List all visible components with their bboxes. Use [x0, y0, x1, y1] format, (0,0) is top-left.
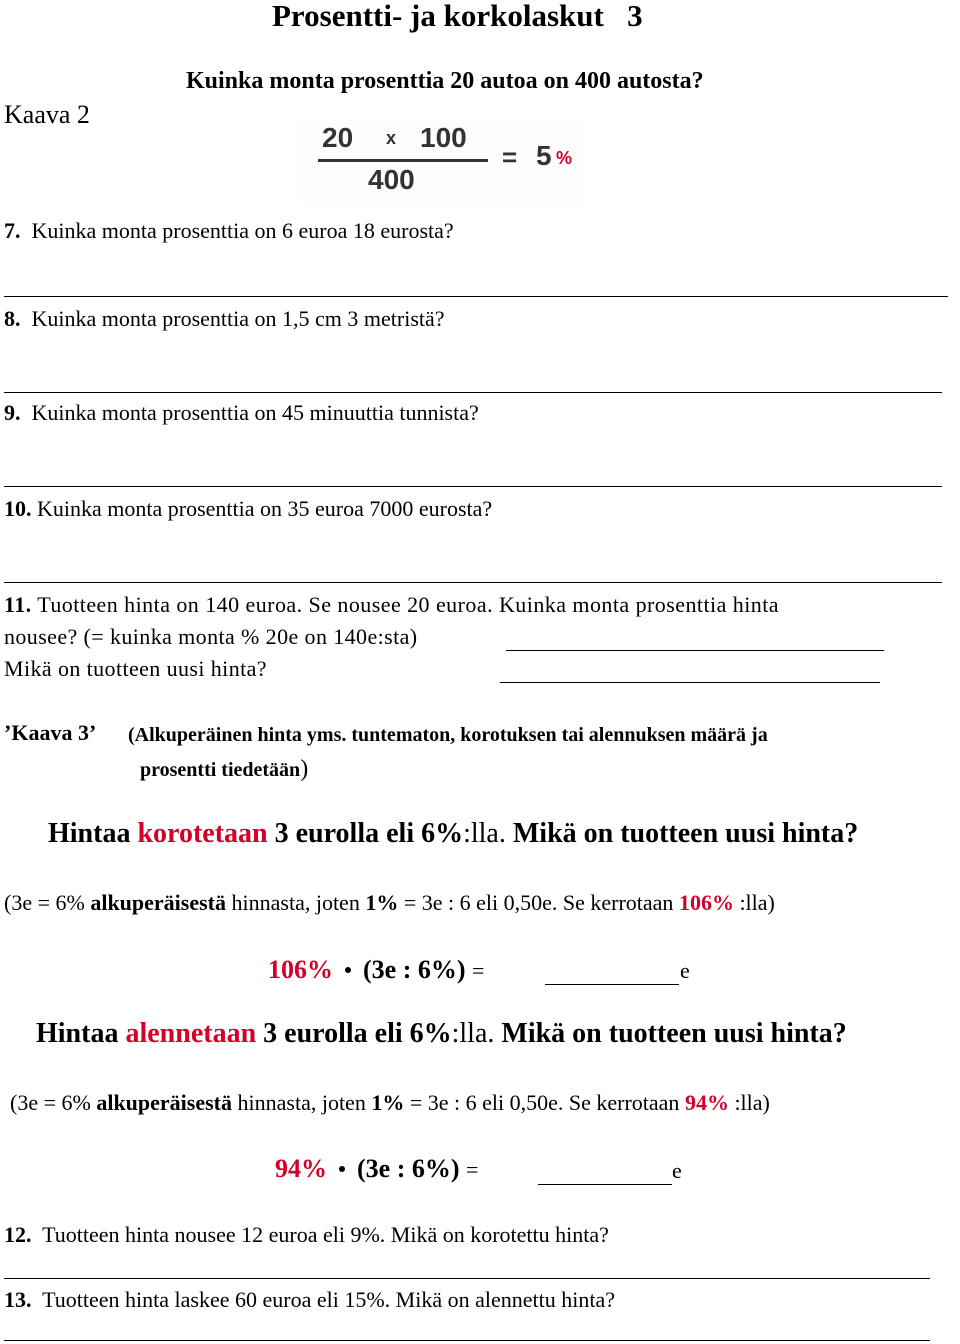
lower-unit: e: [672, 1158, 682, 1183]
task-11-line1: [4, 592, 779, 618]
task-11-number: 11.: [4, 592, 32, 617]
raise-heading-lla: :lla.: [463, 818, 513, 849]
task-7: [4, 218, 454, 244]
answer-line-11a[interactable]: [506, 650, 884, 651]
answer-line-7[interactable]: [4, 296, 948, 297]
task-12-text: Tuotteen hinta nousee 12 euroa eli 9%. Mikä on korotettu hinta?: [42, 1222, 609, 1247]
multiply-dot: [345, 967, 351, 973]
kaava3-label: ’Kaava 3’: [4, 720, 97, 745]
raise-exp-post: :lla): [733, 890, 775, 915]
task-13-text: Tuotteen hinta laskee 60 euroa eli 15%. Mikä on alennettu hinta?: [42, 1287, 615, 1312]
page-title: [272, 0, 643, 34]
fraction-bar: [318, 159, 488, 162]
task-11-line3: Mikä on tuotteen uusi hinta?: [4, 656, 267, 681]
raise-formula-red: 106%: [268, 955, 333, 984]
kaava3-note-line1: (Alkuperäinen hinta yms. tuntematon, korotuksen tai alennuksen määrä ja: [128, 724, 768, 746]
answer-line-11b[interactable]: [500, 682, 880, 683]
lower-heading-mid: 3 eurolla eli 6%: [256, 1018, 452, 1049]
raise-unit: e: [680, 958, 690, 983]
lower-formula-expr: (3e : 6%): [357, 1154, 460, 1183]
task-11-text: Tuotteen hinta on 140 euroa. Se nousee 20 euroa. Kuinka monta prosenttia hinta: [37, 592, 780, 617]
multiply-dot: [339, 1166, 345, 1172]
task-7-number: 7.: [4, 218, 21, 243]
lower-heading-red: alennetaan: [125, 1018, 257, 1049]
formula-numerator-a: 20: [322, 122, 354, 153]
lower-heading: [36, 1018, 847, 1050]
task-13-number: 13.: [4, 1287, 32, 1312]
raise-heading-pre: Hintaa: [48, 818, 138, 849]
raise-heading-post: Mikä on tuotteen uusi hinta?: [512, 818, 859, 849]
task-10-number: 10.: [4, 496, 32, 521]
lower-exp-pre: (3e = 6%: [10, 1090, 97, 1115]
task-9-number: 9.: [4, 400, 21, 425]
kaava2-question: Kuinka monta prosenttia 20 autoa on 400 autosta?: [186, 68, 704, 94]
formula-numerator-b: 100: [420, 122, 467, 153]
raise-formula-eq: =: [472, 958, 485, 983]
task-9-text: Kuinka monta prosenttia on 45 minuuttia tunnista?: [31, 400, 479, 425]
raise-heading-mid: 3 eurolla eli 6%: [267, 818, 464, 849]
title-text: Prosentti- ja korkolaskut: [272, 0, 604, 33]
lower-exp-one: 1%: [371, 1090, 405, 1115]
raise-exp-mid: hinnasta, joten: [226, 890, 366, 915]
lower-formula-eq: =: [466, 1157, 479, 1182]
answer-line-8[interactable]: [4, 392, 942, 393]
task-13: [4, 1287, 615, 1313]
task-7-text: Kuinka monta prosenttia on 6 euroa 18 eurosta?: [31, 218, 454, 243]
raise-answer-line[interactable]: [545, 984, 679, 985]
formula-times: x: [386, 128, 397, 148]
lower-heading-lla: :lla.: [451, 1018, 502, 1049]
formula-image: [300, 118, 585, 204]
answer-line-9[interactable]: [4, 486, 942, 487]
raise-exp-red: 106%: [678, 890, 734, 915]
task-12: [4, 1222, 609, 1248]
formula-result: 5: [536, 140, 552, 171]
raise-heading-red: korotetaan: [137, 818, 268, 849]
task-8-number: 8.: [4, 306, 21, 331]
formula-percent: %: [556, 148, 573, 168]
task-12-number: 12.: [4, 1222, 32, 1247]
raise-exp-mid2: = 3e : 6 eli 0,50e. Se kerrotaan: [398, 890, 679, 915]
raise-exp-bold: alkuperäisestä: [90, 890, 227, 915]
task-10-text: Kuinka monta prosenttia on 35 euroa 7000 eurosta?: [37, 496, 493, 521]
formula-denominator: 400: [368, 164, 415, 195]
lower-exp-mid2: = 3e : 6 eli 0,50e. Se kerrotaan: [404, 1090, 685, 1115]
lower-explanation: [10, 1090, 770, 1116]
page-number: 3: [627, 0, 643, 33]
lower-formula-red: 94%: [275, 1154, 327, 1183]
task-8-text: Kuinka monta prosenttia on 1,5 cm 3 metristä?: [31, 306, 445, 331]
raise-explanation: [4, 890, 775, 916]
lower-exp-post: :lla): [728, 1090, 770, 1115]
lower-heading-pre: Hintaa: [36, 1018, 126, 1049]
task-10: [4, 496, 492, 522]
answer-line-13[interactable]: [4, 1340, 930, 1341]
lower-exp-bold: alkuperäisestä: [96, 1090, 233, 1115]
task-9: [4, 400, 479, 426]
kaava3-note-close: ): [300, 756, 309, 782]
lower-formula: [275, 1154, 478, 1184]
lower-heading-post: Mikä on tuotteen uusi hinta?: [501, 1018, 847, 1049]
raise-heading: [48, 818, 858, 850]
raise-exp-one: 1%: [365, 890, 399, 915]
raise-formula-expr: (3e : 6%): [363, 955, 466, 984]
lower-exp-red: 94%: [684, 1090, 729, 1115]
task-11-line2: nousee? (= kuinka monta % 20e on 140e:sta): [4, 624, 418, 649]
formula-equals: =: [502, 142, 518, 172]
raise-exp-pre: (3e = 6%: [4, 890, 91, 915]
lower-exp-mid: hinnasta, joten: [232, 1090, 372, 1115]
kaava3-note-text: prosentti tiedetään: [140, 759, 301, 781]
raise-formula: [268, 955, 484, 985]
answer-line-12[interactable]: [4, 1278, 930, 1279]
kaava3-note-line2: [140, 756, 308, 783]
task-8: [4, 306, 445, 332]
lower-answer-line[interactable]: [538, 1184, 672, 1185]
kaava2-label: Kaava 2: [4, 100, 90, 129]
answer-line-10[interactable]: [4, 582, 942, 583]
